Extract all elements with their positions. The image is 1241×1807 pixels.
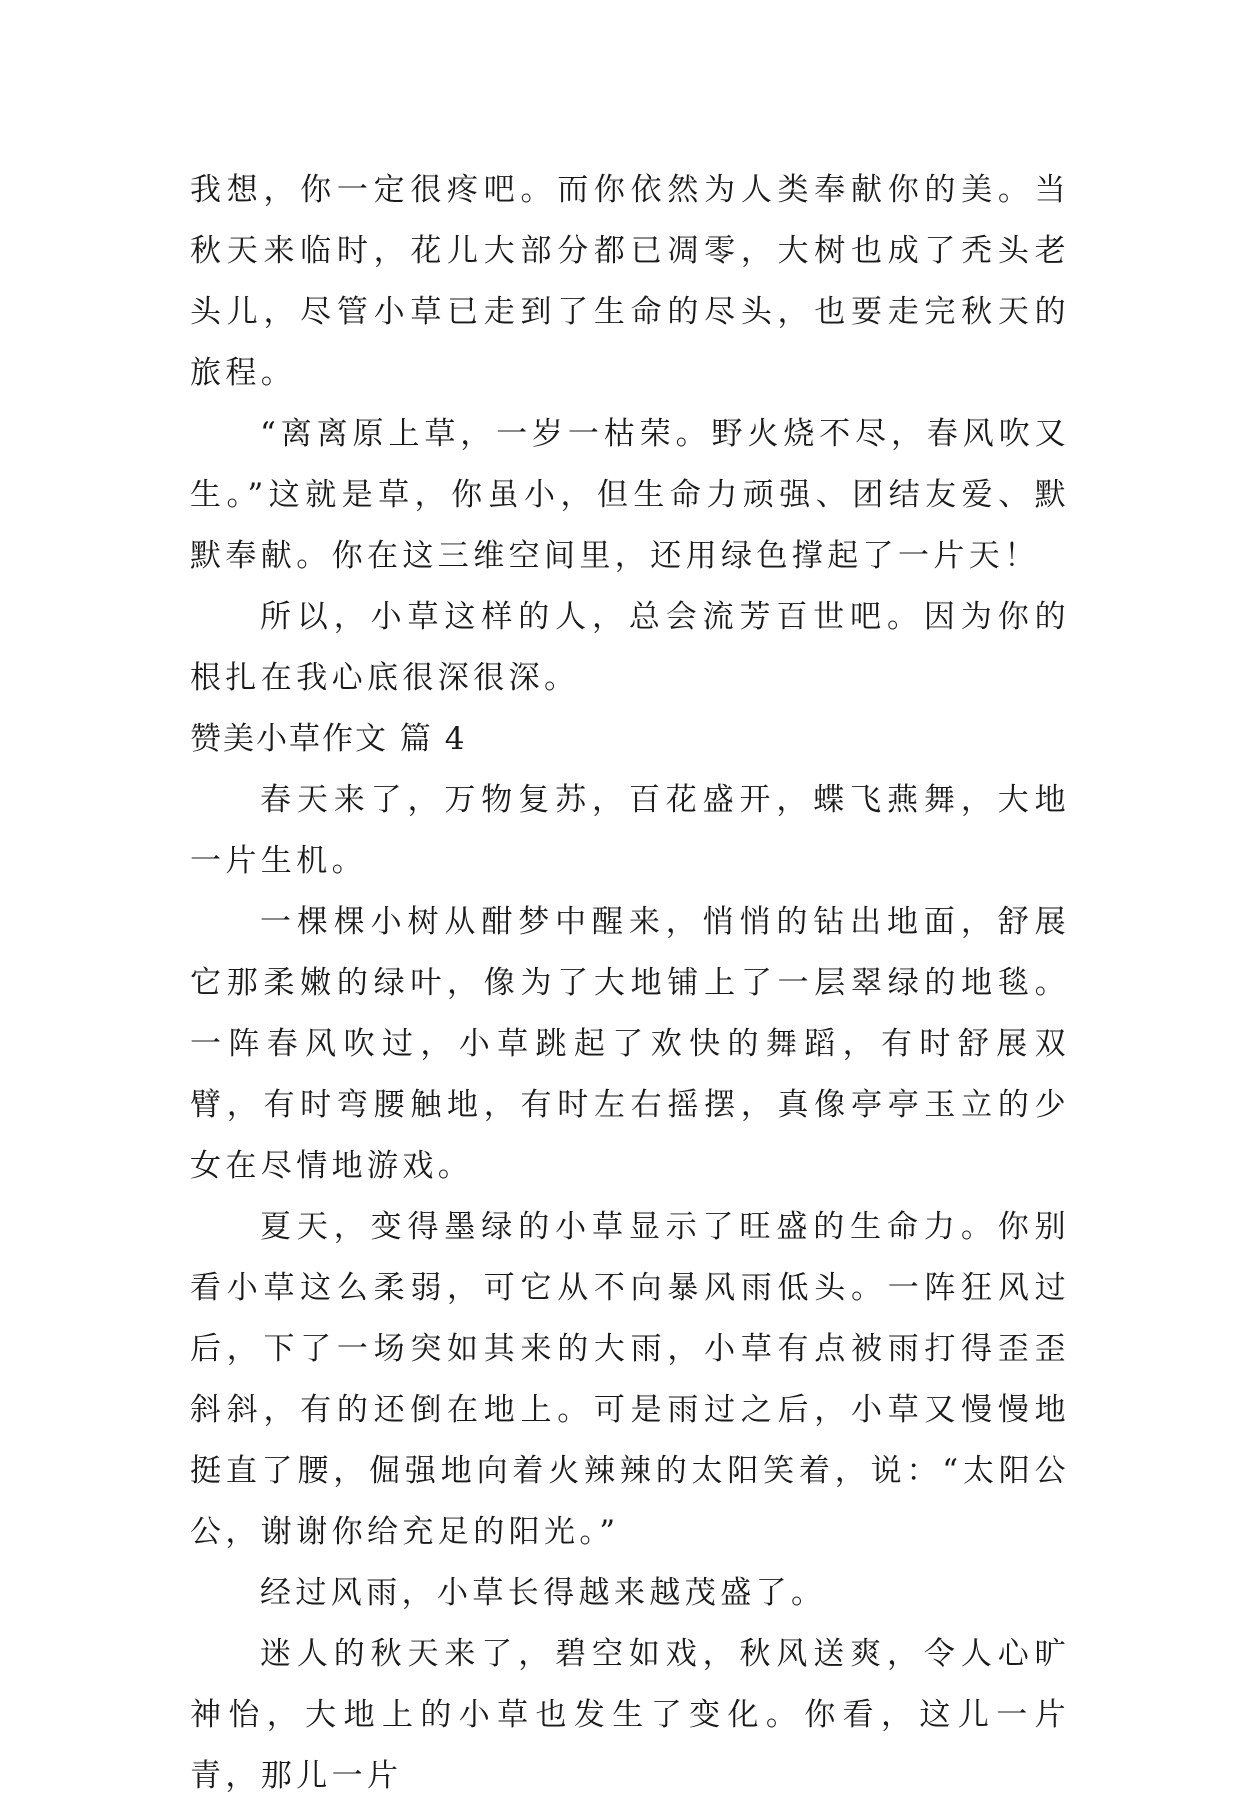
section-heading: 赞美小草作文 篇 4 xyxy=(190,721,467,757)
document-body xyxy=(190,160,1070,1807)
paragraph-2: “离离原上草，一岁一枯荣。野火烧不尽，春风吹又生。”这就是草，你虽小，但生命力顽强、团结友爱、默默奉献。你在这三维空间里，还用绿色撑起了一片天！ xyxy=(190,416,1070,574)
paragraph-7: 经过风雨，小草长得越来越茂盛了。 xyxy=(260,1575,827,1611)
paragraph-1: 我想，你一定很疼吧。而你依然为人类奉献你的美。当秋天来临时，花儿大部分都已凋零，大树也成了秃头老头儿，尽管小草已走到了生命的尽头，也要走完秋天的旅程。 xyxy=(190,172,1070,391)
paragraph-3: 所以，小草这样的人，总会流芳百世吧。因为你的根扎在我心底很深很深。 xyxy=(190,599,1070,696)
paragraph-4: 春天来了，万物复苏，百花盛开，蝶飞燕舞，大地一片生机。 xyxy=(190,782,1070,879)
paragraph-6: 夏天，变得墨绿的小草显示了旺盛的生命力。你别看小草这么柔弱，可它从不向暴风雨低头。一阵狂风过后，下了一场突如其来的大雨，小草有点被雨打得歪歪斜斜，有的还倒在地上。可是雨过之后，小草又慢慢地挺直了腰，倔强地向着火辣辣的太阳笑着，说：“太阳公公，谢谢你给充足的阳光。” xyxy=(190,1209,1070,1550)
paragraph-5: 一棵棵小树从酣梦中醒来，悄悄的钻出地面，舒展它那柔嫩的绿叶，像为了大地铺上了一层翠绿的地毯。一阵春风吹过，小草跳起了欢快的舞蹈，有时舒展双臂，有时弯腰触地，有时左右摇摆，真像亭亭玉立的少女在尽情地游戏。 xyxy=(190,904,1070,1184)
paragraph-8: 迷人的秋天来了，碧空如戏，秋风送爽，令人心旷神怡，大地上的小草也发生了变化。你看，这儿一片青，那儿一片 xyxy=(190,1636,1070,1794)
